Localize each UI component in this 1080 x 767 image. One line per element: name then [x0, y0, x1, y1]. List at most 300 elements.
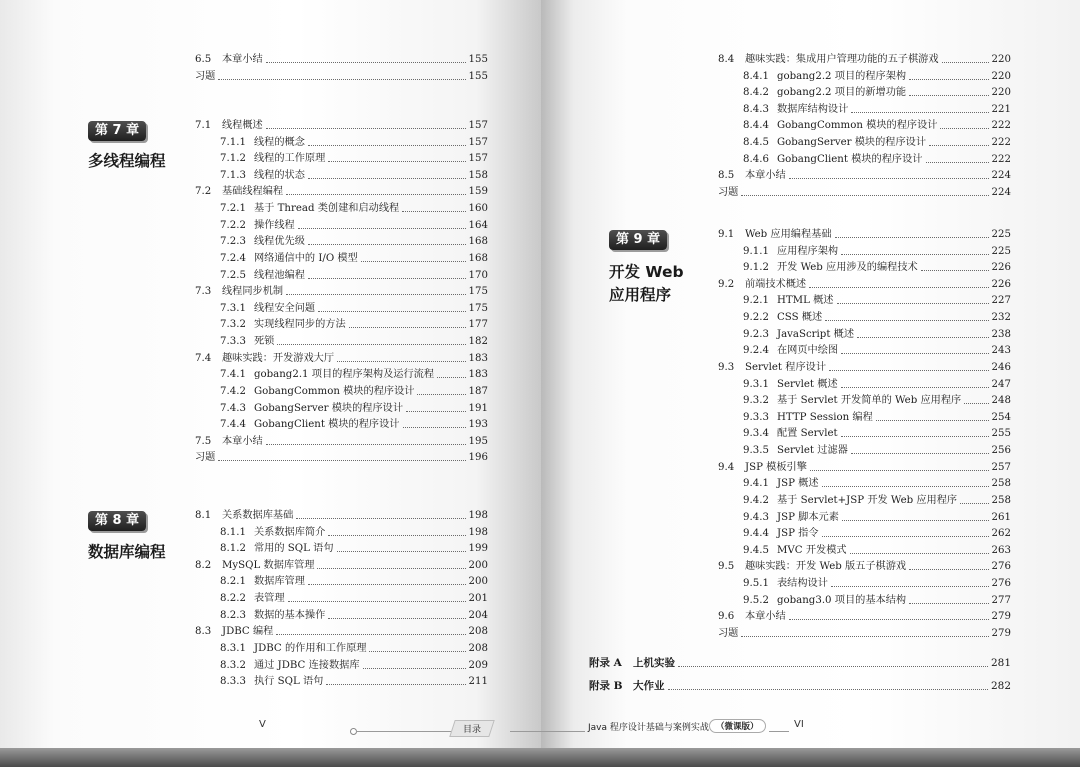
- toc-entry-page: 182: [468, 336, 488, 348]
- toc-entry-number: 9.5.1: [743, 578, 769, 590]
- toc-chapter-8-cont: [718, 52, 1011, 206]
- chapter-7-title: [88, 150, 166, 173]
- toc-entry-title: JSP 指令: [777, 528, 819, 540]
- toc-entry-number: 8.4: [718, 54, 735, 65]
- leader-dots: [308, 244, 466, 245]
- leader-dots: [942, 62, 989, 63]
- toc-entry-title: GobangServer 模块的程序设计: [254, 402, 404, 414]
- toc-subsection-entry: [743, 135, 1011, 150]
- toc-entry-title: GobangClient 模块的程序设计: [254, 419, 400, 431]
- toc-entry-page: 256: [991, 445, 1011, 457]
- toc-entry-page: 279: [991, 627, 1011, 639]
- toc-entry-title: JSP 概述: [777, 478, 819, 490]
- toc-subsection-entry: [743, 260, 1011, 275]
- appendix-title: 大作业: [633, 680, 665, 692]
- toc-subsection-entry: [743, 476, 1011, 491]
- toc-subsection-entry: [220, 608, 488, 623]
- toc-entry-page: 208: [468, 642, 488, 654]
- toc-entry-number: 8.2.3: [220, 609, 246, 621]
- toc-entry-page: 258: [991, 494, 1011, 506]
- leader-dots: [841, 353, 989, 354]
- leader-dots: [288, 601, 466, 602]
- toc-entry-number: 9.5: [718, 561, 735, 573]
- leader-dots: [841, 387, 989, 388]
- toc-entry-page: 226: [991, 262, 1011, 274]
- toc-entry-page: 157: [468, 120, 488, 131]
- toc-entry-title: JDBC 编程: [222, 626, 274, 638]
- toc-entry-page: 254: [991, 411, 1011, 423]
- leader-dots: [678, 666, 988, 667]
- left-page-number: V: [259, 719, 266, 730]
- toc-entry-page: 204: [468, 609, 488, 621]
- toc-entry-number: 9.5.2: [743, 594, 769, 606]
- leader-dots: [328, 618, 466, 619]
- toc-entry-title: 在网页中绘图: [777, 345, 839, 357]
- toc-subsection-entry: [220, 301, 488, 316]
- toc-entry-page: 222: [991, 120, 1011, 132]
- toc-entry-title: HTTP Session 编程: [777, 411, 873, 423]
- toc-entry-number: 8.2.2: [220, 593, 246, 605]
- toc-entry-page: 224: [991, 186, 1011, 198]
- toc-entry-page: 221: [991, 103, 1011, 115]
- toc-entry-number: 8.3.1: [220, 642, 246, 654]
- toc-entry-number: 7.2.3: [220, 236, 246, 248]
- toc-entry-page: 195: [468, 435, 488, 447]
- leader-dots: [337, 551, 466, 552]
- toc-entry-title: Servlet 过滤器: [777, 445, 848, 457]
- toc-subsection-entry: [220, 591, 488, 606]
- toc-entry-title: MySQL 数据库管理: [222, 559, 315, 571]
- toc-entry-page: 158: [468, 169, 488, 181]
- toc-subsection-entry: [743, 543, 1011, 558]
- toc-entry-number: 8.1: [195, 510, 212, 521]
- toc-subsection-entry: [743, 510, 1011, 525]
- toc-entry-number: 8.4.4: [743, 120, 769, 132]
- toc-entry-number: 7.3.1: [220, 302, 246, 314]
- toc-entry-number: 8.4.2: [743, 87, 769, 99]
- toc-entry-page: 209: [468, 659, 488, 671]
- toc-section-entry: [718, 360, 1011, 375]
- toc-subsection-entry: [220, 201, 488, 216]
- toc-entry-title: 线程的概念: [254, 136, 305, 148]
- toc-entry-page: 220: [991, 87, 1011, 99]
- toc-entry-number: 7.2: [195, 186, 212, 198]
- leader-dots: [308, 584, 466, 585]
- toc-entry-page: 168: [468, 252, 488, 264]
- toc-subsection-entry: [743, 377, 1011, 392]
- toc-entry-number: 7.3.3: [220, 336, 246, 348]
- toc-entry-title: 本章小结: [745, 611, 786, 623]
- leader-dots: [741, 195, 989, 196]
- toc-entry-title: 表管理: [254, 593, 285, 605]
- toc-entry-number: 8.2.1: [220, 576, 246, 588]
- toc-exercises-entry: [718, 185, 1011, 200]
- toc-entry-number: 9.3.4: [743, 428, 769, 440]
- toc-section-entry: [718, 460, 1011, 475]
- toc-entry-page: 238: [991, 328, 1011, 340]
- toc-entry-title: 趣味实践：集成用户管理功能的五子棋游戏: [745, 54, 939, 65]
- toc-entry-title: 通过 JDBC 连接数据库: [254, 659, 360, 671]
- toc-entry-page: 157: [468, 153, 488, 165]
- leader-dots: [286, 294, 466, 295]
- toc-entry-number: 6.5: [195, 54, 212, 65]
- toc-entry-title: 本章小结: [745, 170, 786, 182]
- toc-subsection-entry: [220, 268, 488, 283]
- toc-entry-number: 9.3.1: [743, 378, 769, 390]
- toc-entry-number: 9.1.2: [743, 262, 769, 274]
- footer-rule: [541, 731, 585, 732]
- footer-section-label: 目录: [463, 725, 482, 735]
- toc-entry-number: 7.2.5: [220, 269, 246, 281]
- leader-dots: [822, 536, 989, 537]
- leader-dots: [266, 128, 466, 129]
- leader-dots: [831, 586, 989, 587]
- toc-entry-title: gobang3.0 项目的基本结构: [777, 594, 907, 606]
- toc-entry-title: 本章小结: [222, 54, 263, 65]
- leader-dots: [825, 320, 989, 321]
- toc-subsection-entry: [743, 426, 1011, 441]
- chapter-9-badge: 第 9 章: [609, 230, 667, 250]
- footer-book-title: Java 程序设计基础与案例实战: [588, 723, 709, 733]
- toc-subsection-entry: [220, 168, 488, 183]
- toc-subsection-entry: [220, 317, 488, 332]
- toc-entry-page: 261: [991, 511, 1011, 523]
- toc-section-entry: [195, 118, 488, 133]
- toc-entry-number: 9.3.5: [743, 445, 769, 457]
- toc-entry-title: 操作线程: [254, 219, 295, 231]
- toc-section-entry: [718, 227, 1011, 242]
- leader-dots: [850, 553, 989, 554]
- leader-dots: [842, 520, 989, 521]
- toc-subsection-entry: [220, 135, 488, 150]
- toc-entry-title: JSP 模板引擎: [745, 461, 807, 473]
- right-page-number: VI: [794, 719, 804, 730]
- toc-subsection-entry: [220, 367, 488, 382]
- leader-dots: [909, 79, 989, 80]
- toc-section-entry: [718, 559, 1011, 574]
- leader-dots: [286, 194, 466, 195]
- appendix-label: 附录 A: [589, 657, 622, 669]
- toc-entry-title: 数据库管理: [254, 576, 305, 588]
- chapter-title-line: 应用程序: [609, 286, 672, 304]
- toc-entry-title: JSP 脚本元素: [777, 511, 839, 523]
- toc-entry-number: 7.4: [195, 352, 212, 364]
- toc-entry-number: 7.1.3: [220, 169, 246, 181]
- toc-subsection-entry: [220, 417, 488, 432]
- toc-entry-number: 8.4.5: [743, 137, 769, 149]
- leader-dots: [363, 668, 466, 669]
- toc-entry-page: 276: [991, 561, 1011, 573]
- toc-entry-number: 9.2.2: [743, 312, 769, 324]
- leader-dots: [909, 603, 989, 604]
- toc-entry-number: 9.4: [718, 461, 735, 473]
- toc-subsection-entry: [743, 410, 1011, 425]
- chapter-title-line: 开发 Web: [609, 263, 684, 281]
- toc-subsection-entry: [743, 85, 1011, 100]
- leader-dots: [841, 254, 989, 255]
- toc-entry-page: 257: [991, 461, 1011, 473]
- toc-subsection-entry: [743, 69, 1011, 84]
- toc-entry-page: 168: [468, 236, 488, 248]
- toc-entry-number: 7.1.1: [220, 136, 246, 148]
- toc-entry-number: 7.3.2: [220, 319, 246, 331]
- appendix-title: 上机实验: [633, 657, 675, 669]
- toc-entry-number: 8.1.2: [220, 543, 246, 555]
- leader-dots: [298, 228, 466, 229]
- toc-entry-title: 表结构设计: [777, 578, 828, 590]
- toc-section-entry: [718, 52, 1011, 67]
- leader-dots: [349, 327, 466, 328]
- toc-entry-page: 225: [991, 229, 1011, 240]
- toc-entry-number: 8.3: [195, 626, 212, 638]
- toc-section-entry: [718, 609, 1011, 624]
- toc-subsection-entry: [743, 593, 1011, 608]
- toc-entry-page: 211: [468, 676, 488, 688]
- toc-section-entry: [195, 508, 488, 523]
- toc-entry-title: 基于 Servlet+JSP 开发 Web 应用程序: [777, 494, 958, 506]
- toc-entry-number: 8.5: [718, 170, 735, 182]
- leader-dots: [822, 486, 989, 487]
- toc-entry-title: 应用程序架构: [777, 245, 839, 257]
- toc-entry-title: CSS 概述: [777, 312, 823, 324]
- toc-subsection-entry: [743, 393, 1011, 408]
- toc-entry-title: 数据的基本操作: [254, 609, 326, 621]
- toc-entry-number: 9.1: [718, 229, 735, 240]
- right-page: [541, 0, 1080, 748]
- book-bottom-edge: [0, 748, 1080, 767]
- chapter-8-title: [88, 541, 166, 564]
- leader-dots: [437, 377, 466, 378]
- leader-dots: [741, 636, 989, 637]
- toc-entry-page: 200: [468, 559, 488, 571]
- toc-entry-title: 习题: [195, 452, 216, 464]
- toc-subsection-entry: [220, 658, 488, 673]
- toc-entry-title: GobangCommon 模块的程序设计: [777, 120, 938, 132]
- toc-entry-title: MVC 开发模式: [777, 544, 847, 556]
- toc-entry-title: 前端技术概述: [745, 278, 807, 290]
- toc-subsection-entry: [220, 674, 488, 689]
- toc-entry-number: 8.2: [195, 559, 212, 571]
- toc-section-entry: [195, 284, 488, 299]
- toc-entry-page: 160: [468, 203, 488, 215]
- leader-dots: [789, 178, 989, 179]
- toc-subsection-entry: [743, 327, 1011, 342]
- toc-entry-title: gobang2.2 项目的新增功能: [777, 87, 907, 99]
- toc-entry-page: 155: [468, 54, 488, 65]
- toc-entry-title: 关系数据库简介: [254, 526, 326, 538]
- toc-subsection-entry: [743, 118, 1011, 133]
- toc-entry-title: HTML 概述: [777, 295, 834, 307]
- toc-entry-number: 9.3.2: [743, 395, 769, 407]
- toc-entry-title: 基于 Thread 类创建和启动线程: [254, 203, 400, 215]
- toc-entry-title: 数据库结构设计: [777, 103, 849, 115]
- leader-dots: [296, 518, 466, 519]
- toc-section-entry: [195, 351, 488, 366]
- toc-section-entry: [718, 168, 1011, 183]
- toc-entry-page: 155: [468, 70, 488, 82]
- toc-entry-page: 258: [991, 478, 1011, 490]
- toc-chapter-7: [195, 118, 488, 471]
- leader-dots: [361, 261, 466, 262]
- leader-dots: [909, 95, 989, 96]
- toc-subsection-entry: [743, 293, 1011, 308]
- leader-dots: [403, 427, 466, 428]
- toc-entry-title: 线程的工作原理: [254, 153, 326, 165]
- chapter-8-badge: 第 8 章: [88, 511, 146, 531]
- leader-dots: [369, 651, 466, 652]
- footer-edition: （微课版）: [709, 719, 766, 733]
- toc-entry-title: 习题: [195, 70, 216, 82]
- leader-dots: [929, 145, 989, 146]
- toc-entry-number: 8.3.2: [220, 659, 246, 671]
- leader-dots: [276, 634, 466, 635]
- toc-entry-title: GobangClient 模块的程序设计: [777, 153, 923, 165]
- leader-dots: [809, 287, 989, 288]
- toc-entry-number: 9.4.4: [743, 528, 769, 540]
- toc-entry-number: 9.2.4: [743, 345, 769, 357]
- toc-entry-number: 9.3: [718, 361, 735, 373]
- toc-entry-page: 263: [991, 544, 1011, 556]
- toc-entry-number: 9.4.5: [743, 544, 769, 556]
- toc-section-6-end: [195, 52, 488, 89]
- toc-entry-page: 198: [468, 510, 488, 521]
- toc-entry-page: 175: [468, 302, 488, 314]
- toc-entry-number: 8.1.1: [220, 526, 246, 538]
- toc-entry-number: 8.4.1: [743, 70, 769, 82]
- leader-dots: [318, 311, 466, 312]
- toc-section-entry: [718, 277, 1011, 292]
- toc-subsection-entry: [220, 525, 488, 540]
- appendix-page: 281: [990, 657, 1011, 669]
- toc-entry-number: 9.2.1: [743, 295, 769, 307]
- toc-entry-title: 线程池编程: [254, 269, 305, 281]
- leader-dots: [266, 62, 466, 63]
- toc-entry-number: 9.2: [718, 278, 735, 290]
- toc-subsection-entry: [220, 234, 488, 249]
- toc-entry-page: 183: [468, 352, 488, 364]
- toc-entry-number: 9.2.3: [743, 328, 769, 340]
- toc-subsection-entry: [743, 310, 1011, 325]
- toc-entry-page: 220: [991, 54, 1011, 65]
- toc-entry-page: 255: [991, 428, 1011, 440]
- leader-dots: [926, 162, 989, 163]
- appendix-page: 282: [990, 680, 1011, 692]
- toc-entry-page: 232: [991, 312, 1011, 324]
- toc-entry-number: 7.5: [195, 435, 212, 447]
- toc-entry-page: 243: [991, 345, 1011, 357]
- toc-entry-page: 247: [991, 378, 1011, 390]
- toc-subsection-entry: [220, 401, 488, 416]
- toc-entry-number: 7.1: [195, 120, 212, 131]
- toc-entry-page: 246: [991, 361, 1011, 373]
- toc-entry-title: 开发 Web 应用涉及的编程技术: [777, 262, 918, 274]
- leader-dots: [277, 344, 466, 345]
- left-page: [0, 0, 541, 748]
- toc-entry-title: 网络通信中的 I/O 模型: [254, 252, 358, 264]
- leader-dots: [940, 128, 989, 129]
- toc-entry-title: 常用的 SQL 语句: [254, 543, 334, 555]
- leader-dots: [668, 689, 988, 690]
- leader-dots: [851, 453, 989, 454]
- toc-subsection-entry: [743, 244, 1011, 259]
- leader-dots: [857, 337, 989, 338]
- toc-subsection-entry: [220, 641, 488, 656]
- toc-entry-title: 执行 SQL 语句: [254, 676, 324, 688]
- toc-entry-number: 7.4.4: [220, 419, 246, 431]
- toc-entry-number: 7.1.2: [220, 153, 246, 165]
- toc-entry-page: 177: [468, 319, 488, 331]
- toc-entry-page: 157: [468, 136, 488, 148]
- toc-entry-page: 199: [468, 543, 488, 555]
- leader-dots: [218, 460, 466, 461]
- appendix-label: 附录 B: [589, 680, 623, 692]
- toc-subsection-entry: [220, 151, 488, 166]
- toc-chapter-8: [195, 508, 488, 695]
- footer-rule: [769, 731, 789, 732]
- toc-entry-page: 262: [991, 528, 1011, 540]
- toc-entry-title: 线程优先级: [254, 236, 305, 248]
- toc-subsection-entry: [220, 334, 488, 349]
- toc-entry-title: 本章小结: [222, 435, 263, 447]
- toc-entry-number: 7.4.3: [220, 402, 246, 414]
- toc-entry-title: 线程概述: [222, 120, 263, 131]
- toc-entry-page: 175: [468, 286, 488, 298]
- leader-dots: [964, 403, 989, 404]
- toc-subsection-entry: [220, 251, 488, 266]
- toc-subsection-entry: [220, 218, 488, 233]
- toc-entry-title: 死锁: [254, 336, 275, 348]
- leader-dots: [417, 394, 466, 395]
- toc-entry-number: 9.4.3: [743, 511, 769, 523]
- leader-dots: [909, 569, 989, 570]
- toc-exercises-entry: [195, 69, 488, 84]
- toc-entry-title: JDBC 的作用和工作原理: [254, 642, 367, 654]
- toc-entry-number: 8.3.3: [220, 676, 246, 688]
- toc-section-entry: [195, 52, 488, 67]
- leader-dots: [829, 370, 989, 371]
- leader-dots: [406, 411, 466, 412]
- toc-entry-page: 227: [991, 295, 1011, 307]
- footer-rule: [510, 731, 541, 732]
- toc-entry-title: 实现线程同步的方法: [254, 319, 346, 331]
- toc-entry-page: 279: [991, 611, 1011, 623]
- toc-entry-page: 222: [991, 153, 1011, 165]
- chapter-7-badge: 第 7 章: [88, 121, 146, 141]
- toc-entry-title: 线程安全问题: [254, 302, 316, 314]
- toc-entry-page: 183: [468, 369, 488, 381]
- leader-dots: [326, 684, 466, 685]
- toc-entry-title: 习题: [718, 186, 739, 198]
- chapter-title-line: 多线程编程: [88, 152, 166, 170]
- toc-entry-page: 198: [468, 526, 488, 538]
- toc-entry-title: 基础线程编程: [222, 186, 284, 198]
- toc-entry-number: 7.2.1: [220, 203, 246, 215]
- toc-entry-number: 7.2.2: [220, 219, 246, 231]
- toc-entry-title: Web 应用编程基础: [745, 229, 832, 240]
- toc-entry-page: 193: [468, 419, 488, 431]
- toc-subsection-entry: [220, 574, 488, 589]
- toc-entry-page: 277: [991, 594, 1011, 606]
- toc-entry-title: gobang2.1 项目的程序架构及运行流程: [254, 369, 435, 381]
- toc-exercises-entry: [718, 626, 1011, 641]
- toc-entry-number: 9.3.3: [743, 411, 769, 423]
- toc-entry-page: 187: [468, 385, 488, 397]
- leader-dots: [218, 79, 466, 80]
- leader-dots: [789, 619, 989, 620]
- toc-entry-number: 8.4.3: [743, 103, 769, 115]
- leader-dots: [851, 112, 989, 113]
- toc-entry-title: 趣味实践：开发游戏大厅: [222, 352, 335, 364]
